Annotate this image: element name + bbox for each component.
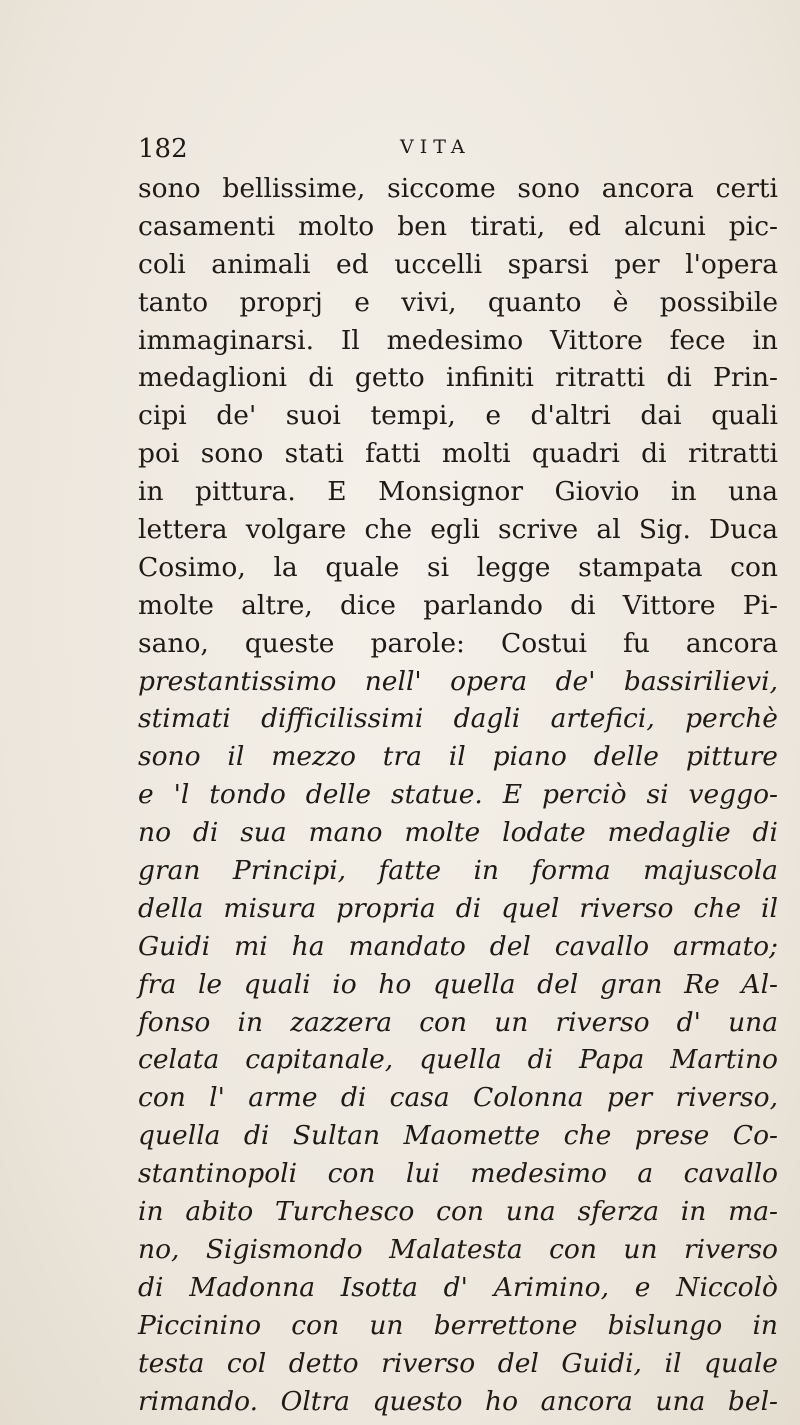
text-line: no, Sigismondo Malatesta con un riverso <box>138 1233 778 1265</box>
text-line: Guidi mi ha mandato del cavallo armato; <box>138 930 778 962</box>
text-line: stimati difficilissimi dagli artefici, perchè <box>138 703 778 735</box>
text-line: in pittura. E Monsignor Giovio in una <box>138 476 778 508</box>
text-line: stantinopoli con lui medesimo a cavallo <box>138 1158 778 1190</box>
text-line: in abito Turchesco con una sferza in ma- <box>138 1196 778 1228</box>
text-line: Cosimo, la quale si legge stampata con <box>138 551 778 583</box>
text-line: gran Principi, fatte in forma majuscola <box>138 855 778 887</box>
text-line: immaginarsi. Il medesimo Vittore fece in <box>138 324 778 356</box>
text-line: testa col detto riverso del Guidi, il quale <box>138 1347 778 1379</box>
text-line: tanto proprj e vivi, quanto è possibile <box>138 286 778 318</box>
text-line: lettera volgare che egli scrive al Sig. Duca <box>138 514 778 546</box>
text-line: con l' arme di casa Colonna per riverso, <box>138 1082 778 1114</box>
text-line: sono il mezzo tra il piano delle pitture <box>138 741 778 773</box>
text-line: poi sono stati fatti molti quadri di ritratti <box>138 438 778 470</box>
text-line: celata capitanale, quella di Papa Martino <box>138 1044 778 1076</box>
text-line: di Madonna Isotta d' Arimino, e Niccolò <box>138 1271 778 1303</box>
text-line: rimando. Oltra questo ho ancora una bel- <box>138 1385 778 1417</box>
body-text <box>138 170 778 1420</box>
text-line: no di sua mano molte lodate medaglie di <box>138 817 778 849</box>
text-line: quella di Sultan Maomette che prese Co- <box>138 1120 778 1152</box>
text-line: molte altre, dice parlando di Vittore Pi- <box>138 589 778 621</box>
text-line: sono bellissime, siccome sono ancora certi <box>138 173 778 204</box>
text-line: della misura propria di quel riverso che il <box>138 892 778 924</box>
text-line: fra le quali io ho quella del gran Re Al- <box>138 968 778 1000</box>
text-line: casamenti molto ben tirati, ed alcuni pic- <box>138 210 778 242</box>
text-line: e 'l tondo delle statue. E perciò si veggo- <box>138 779 778 811</box>
text-line: medaglioni di getto infiniti ritratti di Prin- <box>138 362 778 394</box>
text-line: prestantissimo nell' opera de' bassirilievi, <box>138 665 778 697</box>
text-line: coli animali ed uccelli sparsi per l'opera <box>138 248 778 280</box>
text-line: Piccinino con un berrettone bislungo in <box>138 1309 778 1341</box>
running-title: VITA <box>400 136 471 158</box>
page-number: 182 <box>138 134 188 164</box>
text-line: cipi de' suoi tempi, e d'altri dai quali <box>138 400 778 432</box>
page-header <box>138 134 778 168</box>
text-line: fonso in zazzera con un riverso d' una <box>138 1006 778 1038</box>
text-line: sano, queste parole: Costui fu ancora <box>138 627 778 659</box>
